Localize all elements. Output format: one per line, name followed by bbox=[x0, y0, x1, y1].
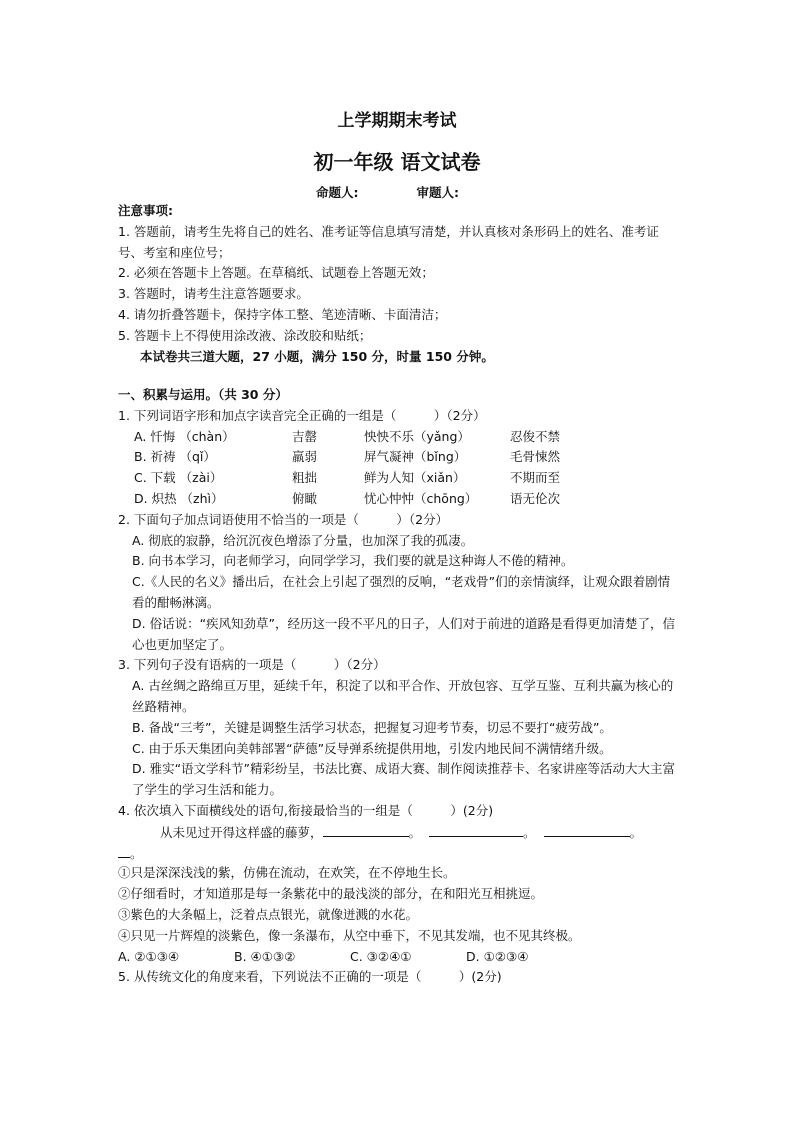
question-3-stem: 3. 下列句子没有语病的一项是（ ）（2分） bbox=[118, 657, 386, 673]
question-2-option-b: B. 向书本学习，向老师学习，向同学学习，我们要的就是这种诲人不倦的精神。 bbox=[132, 553, 574, 569]
question-1-stem: 1. 下列词语字形和加点字读音完全正确的一组是（ ）（2分） bbox=[118, 407, 486, 423]
author-line bbox=[316, 183, 459, 201]
subject-title: 初一年级 语文试卷 bbox=[313, 150, 481, 174]
exam-title: 上学期期末考试 bbox=[337, 111, 457, 131]
question-4-sentence: ①只是深深浅浅的紫，仿佛在流动，在欢笑，在不停地生长。 bbox=[118, 865, 456, 881]
question-3-option-a: A. 古丝绸之路绵亘万里，延续千年，积淀了以和平合作、开放包容、互学互鉴、互利共赢为核心的丝路精神。 bbox=[132, 678, 674, 714]
notice-item: 5. 答题卡上不得使用涂改液、涂改胶和贴纸； bbox=[118, 327, 372, 343]
notice-block bbox=[118, 201, 678, 367]
option-cell: 毛骨悚然 bbox=[510, 449, 561, 465]
answer-blank bbox=[118, 843, 130, 858]
question-4-stem: 4. 依次填入下面横线处的语句,衔接最恰当的一组是（ ）(2分) bbox=[118, 802, 494, 818]
option-cell: D. 炽热 （zhì） bbox=[134, 490, 224, 506]
option-cell: 忍俊不禁 bbox=[510, 428, 561, 444]
question-4-sentence: ③紫色的大条幅上，泛着点点银光，就像迸溅的水花。 bbox=[118, 906, 419, 922]
question-4-sentence: ②仔细看时，才知道那是每一条紫花中的最浅淡的部分，在和阳光互相挑逗。 bbox=[118, 886, 544, 902]
option-cell: 俯瞰 bbox=[292, 490, 318, 506]
option-cell: A. 忏悔 （chàn） bbox=[134, 428, 235, 444]
option-cell: 怏怏不乐（yǎng） bbox=[364, 428, 470, 444]
answer-option-d: D. ①②③④ bbox=[466, 948, 529, 964]
answer-option-a: A. ②①③④ bbox=[118, 948, 180, 964]
option-cell: 羸弱 bbox=[292, 449, 318, 465]
question-4-answers bbox=[118, 947, 678, 968]
option-cell: 忧心忡忡（chōng） bbox=[364, 490, 478, 506]
answer-option-c: C. ③②④① bbox=[350, 948, 412, 964]
question-4-lead: 从未见过开得这样盛的藤萝， bbox=[160, 824, 323, 840]
section-one bbox=[118, 385, 678, 988]
question-5-stem: 5. 从传统文化的角度来看，下列说法不正确的一项是（ ）(2分) bbox=[118, 969, 502, 985]
option-cell: B. 祈祷 （qǐ） bbox=[134, 449, 216, 465]
notice-item: 4. 请勿折叠答题卡，保持字体工整、笔迹清晰、卡面清洁； bbox=[118, 306, 447, 322]
option-cell: 屏气凝神（bǐng） bbox=[364, 449, 467, 465]
answer-option-b: B. ④①③② bbox=[234, 948, 296, 964]
question-1-option-b bbox=[118, 447, 678, 468]
option-cell: 粗拙 bbox=[292, 470, 318, 486]
question-3-option-d: D. 雅实“语文学科节”精彩纷呈，书法比赛、成语大赛、制作阅读推荐卡、名家讲座等活动大大主富了学生的学习生活和能力。 bbox=[132, 761, 676, 798]
option-cell: 不期而至 bbox=[510, 470, 561, 486]
notice-item: 3. 答题时，请考生注意答题要求。 bbox=[118, 286, 309, 302]
notice-heading: 注意事项: bbox=[118, 203, 173, 218]
exam-summary: 本试卷共三道大题，27 小题，满分 150 分，时量 150 分钟。 bbox=[140, 348, 494, 364]
question-3-option-b: B. 备战“三考”，关键是调整生活学习状态，把握复习迎考节奏，切忌不要打“疲劳战”。 bbox=[132, 719, 612, 735]
notice-item: 1. 答题前，请考生先将自己的姓名、准考证等信息填写清楚，并认真核对条形码上的姓名、准考证号、考室和座位号； bbox=[118, 223, 659, 260]
option-cell: 吉罄 bbox=[292, 428, 318, 444]
question-3-option-c: C. 由于乐天集团向美韩部署“萨德”反导弹系统提供用地，引发内地民间不满情绪升级。 bbox=[132, 740, 612, 756]
section-heading: 一、积累与运用。（共 30 分） bbox=[118, 387, 288, 402]
question-2-option-a: A. 彻底的寂静，给沉沉夜色增添了分量，也加深了我的孤凄。 bbox=[132, 532, 474, 548]
option-cell: 鲜为人知（xiǎn） bbox=[364, 470, 466, 486]
notice-item: 2. 必须在答题卡上答题。在草稿纸、试题卷上答题无效； bbox=[118, 265, 434, 281]
answer-blank bbox=[323, 822, 409, 837]
author-label: 命题人: bbox=[316, 185, 359, 200]
option-cell: 语无伦次 bbox=[510, 490, 561, 506]
option-cell: C. 下载 （zài） bbox=[134, 470, 223, 486]
question-4-sentence: ④只见一片辉煌的淡紫色，像一条瀑布，从空中垂下，不见其发端，也不见其终极。 bbox=[118, 927, 581, 943]
question-2-option-c: C.《人民的名义》播出后，在社会上引起了强烈的反响，“老戏骨”们的亲情演绎，让观众跟着剧情看的酣畅淋漓。 bbox=[132, 574, 671, 610]
reviewer-label: 审题人: bbox=[416, 185, 459, 200]
answer-blank bbox=[544, 822, 630, 837]
question-1-option-a bbox=[118, 427, 678, 448]
question-2-option-d: D. 俗话说：“疾风知劲草”，经历这一段不平凡的日子，人们对于前进的道路是看得更加清楚了，信心也更加坚定了。 bbox=[132, 615, 676, 652]
answer-blank bbox=[429, 822, 523, 837]
question-4-lead-line: 从未见过开得这样盛的藤萝， 。 。 。 bbox=[118, 822, 678, 843]
question-2-stem: 2. 下面句子加点词语使用不恰当的一项是（ ）（2分） bbox=[118, 511, 449, 527]
question-1-option-d bbox=[118, 489, 678, 510]
question-1-option-c bbox=[118, 468, 678, 489]
question-4-blank-tail: 。 bbox=[118, 843, 678, 864]
